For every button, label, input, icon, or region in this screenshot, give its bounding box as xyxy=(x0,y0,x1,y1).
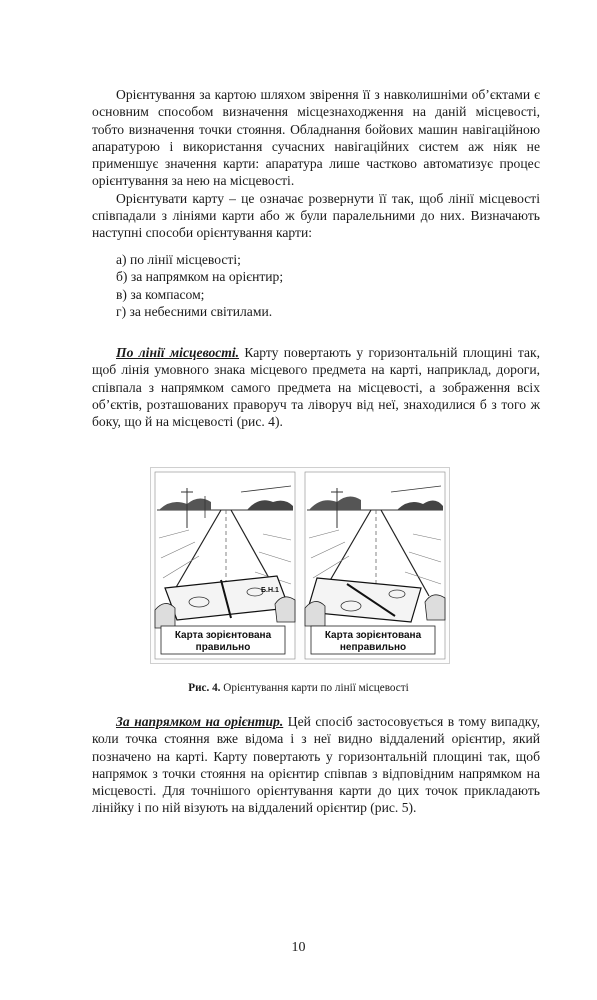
right-label-line-1: Карта зорієнтована xyxy=(324,630,422,641)
intro-text xyxy=(92,86,540,242)
caption-number: Рис. 4. xyxy=(188,682,221,694)
section-by-landmark-paragraph xyxy=(92,713,540,817)
figure-map-orientation xyxy=(150,467,450,664)
section-by-terrain-line xyxy=(92,344,540,430)
figure-caption xyxy=(0,682,597,694)
list-item: б) за напрямком на орієнтир; xyxy=(116,269,284,285)
methods-list xyxy=(116,251,283,320)
left-label-line-2: правильно xyxy=(195,642,251,653)
page-number: 10 xyxy=(291,940,306,955)
list-item: а) по лінії місцевості; xyxy=(116,252,241,267)
map-mark-left: Б.Н.1 xyxy=(261,587,279,594)
list-item: г) за небесними світилами. xyxy=(116,303,273,319)
figure-illustration xyxy=(151,468,449,663)
left-label-line-1: Карта зорієнтована xyxy=(174,630,272,641)
section-heading: По лінії місцевості. xyxy=(116,345,240,360)
section-heading: За напрямком на орієнтир. xyxy=(116,714,284,729)
caption-text: Орієнтування карти по лінії місцевості xyxy=(220,682,409,694)
intro-paragraph-1: Орієнтування за картою шляхом звірення її з навколишніми об’єктами є основним способом визначення місцезнаходження на даній місцевості, тобто визначення точки стояння. Обладнання бойових машин навігаційною апаратурою і використання сучасних навігаційних систем аж ніяк не применшує значення карти: апаратура лише частково автоматизує процес орієнтування за нею на місцевості. xyxy=(92,87,540,189)
intro-paragraph-2: Орієнтувати карту – це означає розвернути її так, щоб лінії місцевості співпадали з лініями карти або ж були паралельними до них. Визначають наступні способи орієнтування карти: xyxy=(92,190,540,241)
section-body: Цей спосіб застосовується в тому випадку, коли точка стояння вже відома і з неї видно віддалений орієнтир, який позначено на карті. Карту повертають у горизонтальній площині так, щоб напрямок з точки стояння на орієнтир співпав з відповідним напрямком на місцевості. Для точнішого орієнтування карти до цих точок прикладають лінійку і по ній візують на віддалений орієнтир (рис. 5). xyxy=(92,714,540,816)
section-by-terrain-line-paragraph xyxy=(92,344,540,430)
right-label-line-2: неправильно xyxy=(339,642,407,653)
list-item: в) за компасом; xyxy=(116,286,205,302)
section-body: Карту повертають у горизонтальній площині так, щоб лінія умовного знака місцевого предмета на карті, наприклад, дороги, співпала з напрямком самого предмета на місцевості, а зображення всіх об’єктів, розташованих праворуч та ліворуч від неї, знаходилися б з того ж боку, що й на місцевості (рис. 4). xyxy=(92,345,540,430)
section-by-landmark xyxy=(92,713,540,817)
